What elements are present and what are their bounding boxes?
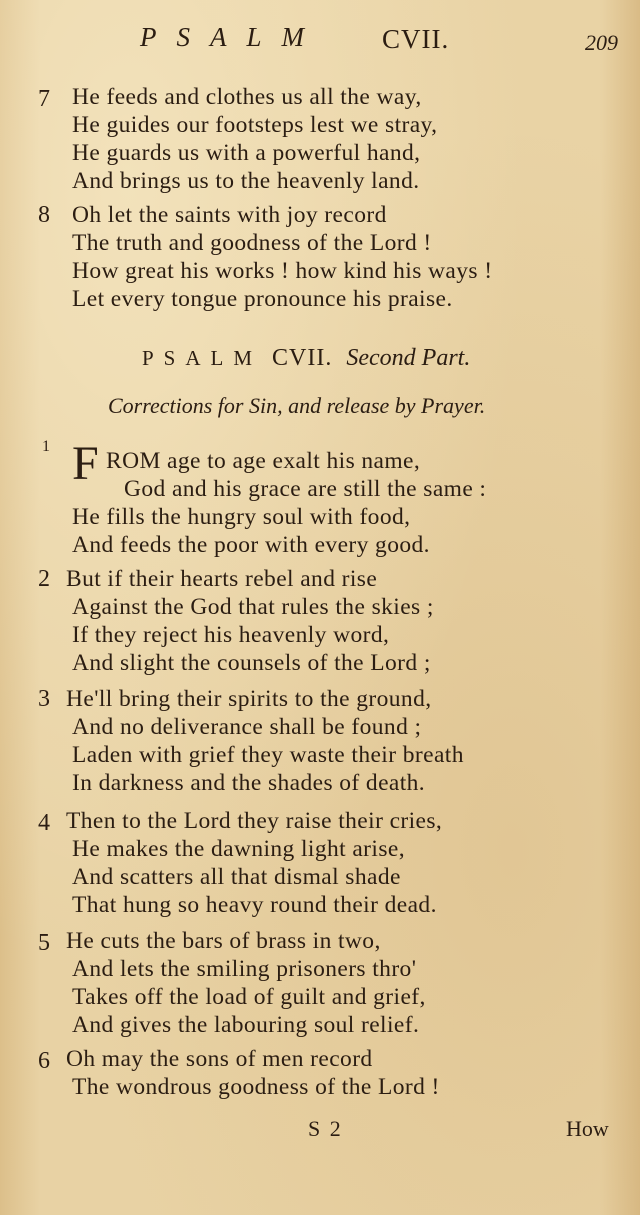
verse-line: He'll bring their spirits to the ground, <box>66 686 432 712</box>
running-head-psalm-number: CVII. <box>382 24 450 54</box>
verse-line: And brings us to the heavenly land. <box>72 168 420 194</box>
verse-line: And feeds the poor with every good. <box>72 532 430 558</box>
verse-number: 4 <box>38 810 50 836</box>
section-heading <box>142 345 470 372</box>
verse-line: Let every tongue pronounce his praise. <box>72 286 453 312</box>
signature-mark: S 2 <box>308 1116 343 1141</box>
verse-line: How great his works ! how kind his ways ! <box>72 258 493 284</box>
section-subtitle: Corrections for Sin, and release by Prayer. <box>108 393 486 418</box>
verse-number: 1 <box>42 438 50 455</box>
verse-line: And gives the labouring soul relief. <box>72 1012 420 1038</box>
verse-line: And slight the counsels of the Lord ; <box>72 650 431 676</box>
verse-number: 2 <box>38 566 50 592</box>
catchword: How <box>566 1116 609 1141</box>
verse-line: He fills the hungry soul with food, <box>72 504 411 530</box>
verse-line: And no deliverance shall be found ; <box>72 714 422 740</box>
verse-line: That hung so heavy round their dead. <box>72 892 437 918</box>
verse-line: Against the God that rules the skies ; <box>72 594 434 620</box>
verse-line: If they reject his heavenly word, <box>72 622 390 648</box>
verse-number: 5 <box>38 930 50 956</box>
verse-line: God and his grace are still the same : <box>124 476 487 502</box>
verse-line: He cuts the bars of brass in two, <box>66 928 381 954</box>
running-head-title: PSALM <box>140 22 324 52</box>
verse-number: 6 <box>38 1048 50 1074</box>
verse-line: In darkness and the shades of death. <box>72 770 426 796</box>
verse-line: He feeds and clothes us all the way, <box>72 84 422 110</box>
verse-number: 3 <box>38 686 50 712</box>
verse-line: The truth and goodness of the Lord ! <box>72 230 432 256</box>
verse-line: Oh may the sons of men record <box>66 1046 373 1072</box>
verse-line: And lets the smiling prisoners thro' <box>72 956 417 982</box>
verse-line: Then to the Lord they raise their cries, <box>66 808 443 834</box>
verse-line: Laden with grief they waste their breath <box>72 742 464 768</box>
verse-number: 8 <box>38 202 50 228</box>
section-part-label: Second Part. <box>346 345 471 371</box>
verse-line: ROM age to age exalt his name, <box>106 448 421 474</box>
verse-line: But if their hearts rebel and rise <box>66 566 378 592</box>
verse-line: He makes the dawning light arise, <box>72 836 405 862</box>
section-psalm-number: CVII. <box>272 345 333 371</box>
page-number: 209 <box>585 30 618 55</box>
verse-line: He guides our footsteps lest we stray, <box>72 112 438 138</box>
verse-number: 7 <box>38 86 50 112</box>
section-title-word: PSALM <box>142 346 263 370</box>
verse-line: And scatters all that dismal shade <box>72 864 401 890</box>
verse-line: The wondrous goodness of the Lord ! <box>72 1074 440 1100</box>
verse-line: Oh let the saints with joy record <box>72 202 387 228</box>
verse-line: Takes off the load of guilt and grief, <box>72 984 426 1010</box>
verse-line: He guards us with a powerful hand, <box>72 140 421 166</box>
drop-cap: F <box>72 437 99 490</box>
